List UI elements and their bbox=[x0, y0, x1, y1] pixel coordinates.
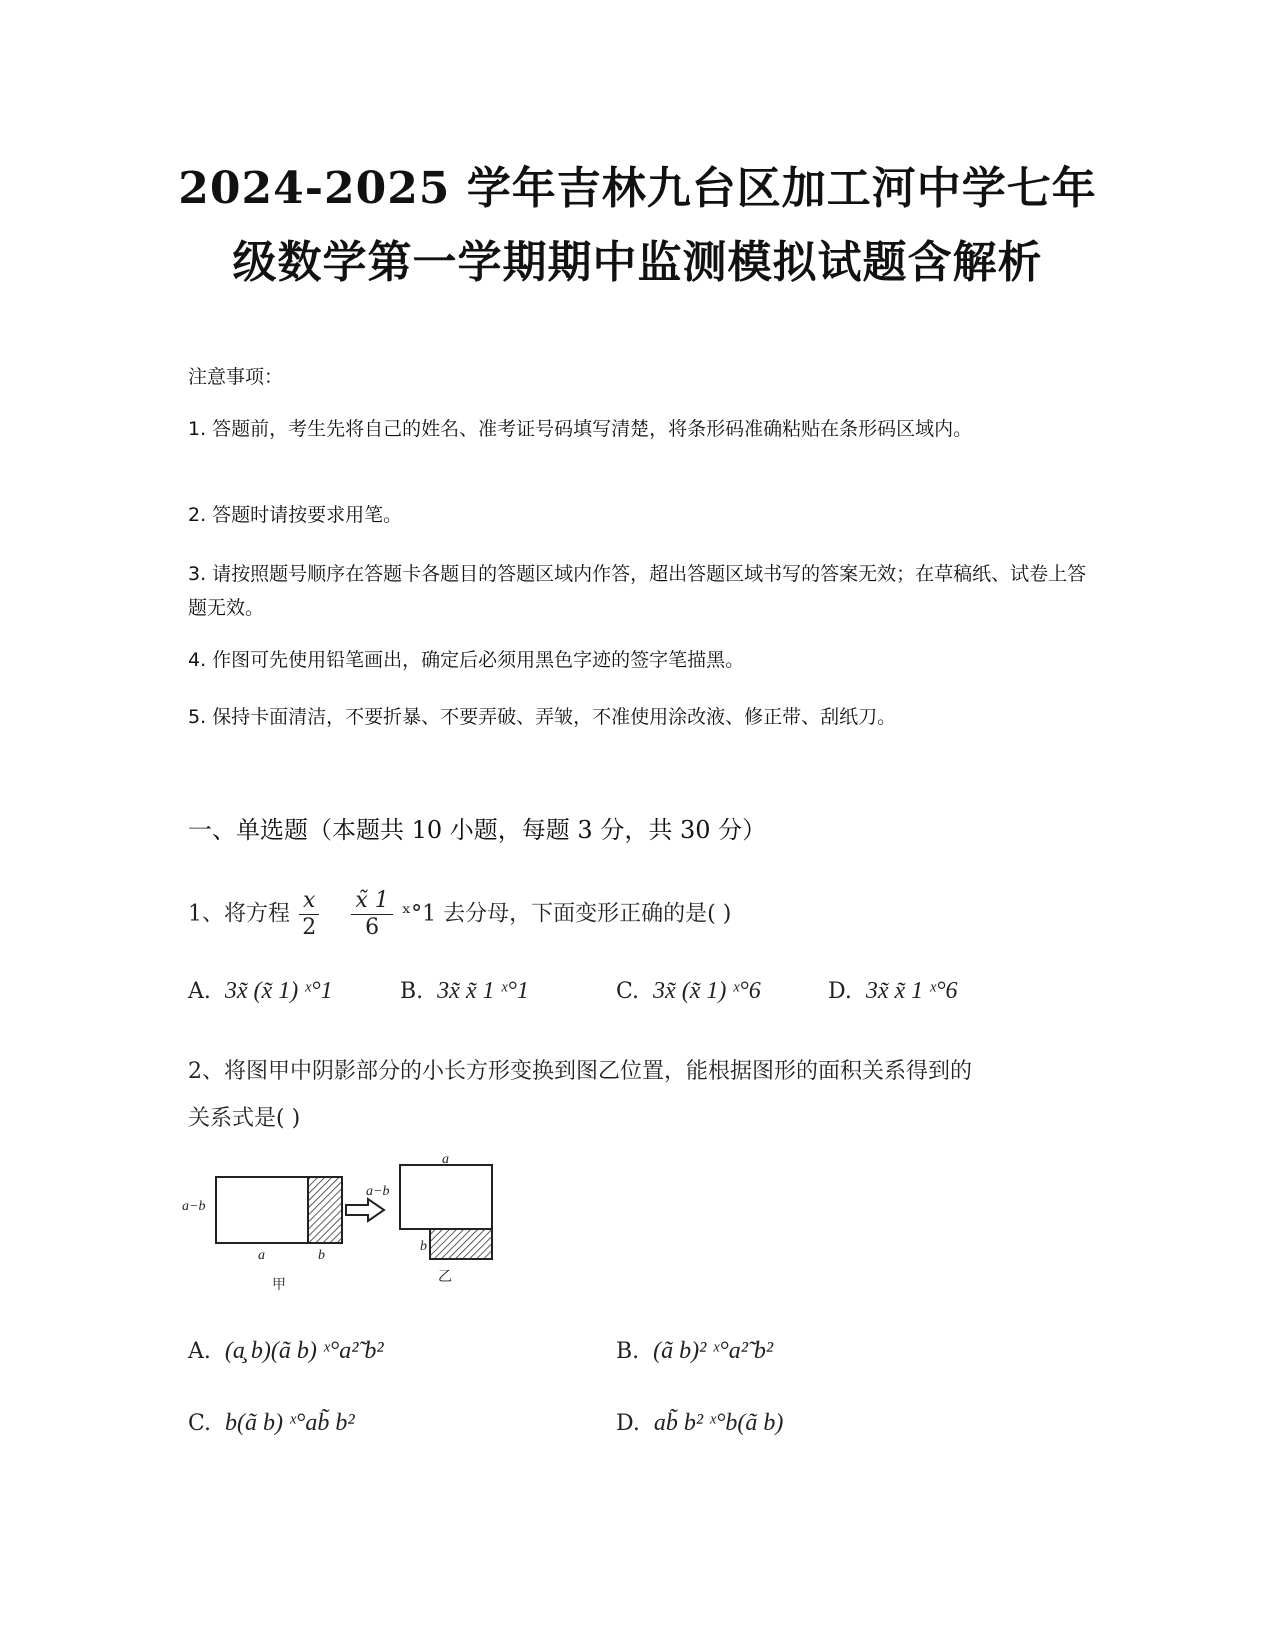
notice-item-3: 3. 请按照题号顺序在答题卡各题目的答题区域内作答，超出答题区域书写的答案无效；在草稿纸、试卷上答题无效。 bbox=[188, 563, 1087, 619]
option-label: D. bbox=[828, 979, 852, 1004]
option-label: A. bbox=[188, 1339, 211, 1364]
transform-arrow-icon bbox=[346, 1199, 384, 1221]
option-label: B. bbox=[400, 979, 424, 1004]
question-1-suffix: ˣ°1 去分母，下面变形正确的是( ) bbox=[401, 901, 732, 927]
fraction-1-numerator: x bbox=[299, 888, 319, 915]
figure-label-a-top: a bbox=[442, 1152, 449, 1167]
notice-item-5: 5. 保持卡面清洁，不要折暴、不要弄破、弄皱，不准使用涂改液、修正带、刮纸刀。 bbox=[188, 706, 897, 728]
fraction-2-numerator: x̃ 1 bbox=[351, 888, 392, 915]
notice-item-2: 2. 答题时请按要求用笔。 bbox=[188, 504, 403, 526]
option-expression: b(ã b) ˣ°ab̃ b² bbox=[225, 1410, 355, 1436]
document-title-line-2: 级数学第一学期期中监测模拟试题含解析 bbox=[232, 237, 1043, 288]
option-expression: (a̧ b)(ã b) ˣ°a²̃ b² bbox=[224, 1338, 384, 1364]
notice-heading: 注意事项： bbox=[188, 366, 284, 388]
figure-jia-shaded-strip bbox=[308, 1177, 342, 1243]
question-2-stem-line-1: 2、将图甲中阴影部分的小长方形变换到图乙位置，能根据图形的面积关系得到的 bbox=[188, 1059, 972, 1084]
section-heading-single-choice: 一、单选题（本题共 10 小题，每题 3 分，共 30 分） bbox=[188, 816, 767, 844]
question-1-option-a bbox=[188, 978, 333, 1005]
figure-label-b-right: b bbox=[420, 1239, 427, 1254]
option-label: A. bbox=[188, 979, 211, 1004]
figure-label-a-bottom: a bbox=[258, 1248, 265, 1263]
option-expression: (ã b)² ˣ°a²̃ b² bbox=[653, 1338, 774, 1364]
question-2-stem-line-2: 关系式是( ) bbox=[188, 1106, 301, 1131]
option-expression: 3x̃ x̃ 1 ˣ°6 bbox=[865, 978, 958, 1004]
fraction-2-denominator: 6 bbox=[365, 915, 380, 940]
option-label: D. bbox=[616, 1411, 640, 1436]
fraction-1-denominator: 2 bbox=[302, 915, 317, 940]
figure-label-a-minus-b-right: a−b bbox=[366, 1184, 390, 1199]
figure-caption-jia: 甲 bbox=[272, 1277, 286, 1293]
notice-item-1: 1. 答题前，考生先将自己的姓名、准考证号码填写清楚，将条形码准确粘贴在条形码区域内。 bbox=[188, 418, 973, 440]
question-2-option-c bbox=[188, 1410, 355, 1437]
option-expression: 3x̃ x̃ 1 ˣ°1 bbox=[437, 978, 529, 1004]
fraction-x-over-2 bbox=[299, 888, 319, 941]
figure-label-b-bottom: b bbox=[318, 1248, 325, 1263]
option-label: C. bbox=[616, 979, 640, 1004]
option-expression: 3x̃ (x̃ 1) ˣ°1 bbox=[224, 978, 333, 1004]
figure-yi-shaded-strip bbox=[430, 1229, 492, 1259]
question-2-option-a bbox=[188, 1338, 384, 1365]
document-title-line-1: 2024-2025 学年吉林九台区加工河中学七年 bbox=[178, 163, 1097, 214]
question-1-option-c bbox=[616, 978, 761, 1005]
figure-caption-yi: 乙 bbox=[438, 1269, 452, 1285]
option-label: B. bbox=[616, 1339, 640, 1364]
notice-item-4: 4. 作图可先使用铅笔画出，确定后必须用黑色字迹的签字笔描黑。 bbox=[188, 649, 745, 671]
question-2-option-b bbox=[616, 1338, 773, 1365]
question-1-prefix: 1、将方程 bbox=[188, 901, 290, 927]
figure-yi-rectangle bbox=[400, 1165, 492, 1229]
question-1-stem bbox=[188, 888, 731, 941]
question-2-option-d bbox=[616, 1410, 783, 1437]
option-expression: 3x̃ (x̃ 1) ˣ°6 bbox=[653, 978, 761, 1004]
fraction-x-minus-1-over-6 bbox=[351, 888, 392, 941]
question-2-figure bbox=[182, 1152, 528, 1300]
option-label: C. bbox=[188, 1411, 212, 1436]
question-1-option-d bbox=[828, 978, 958, 1005]
option-expression: ab̃ b² ˣ°b(ã b) bbox=[653, 1410, 784, 1436]
question-1-option-b bbox=[400, 978, 529, 1005]
figure-label-a-minus-b-left: a−b bbox=[182, 1199, 206, 1214]
